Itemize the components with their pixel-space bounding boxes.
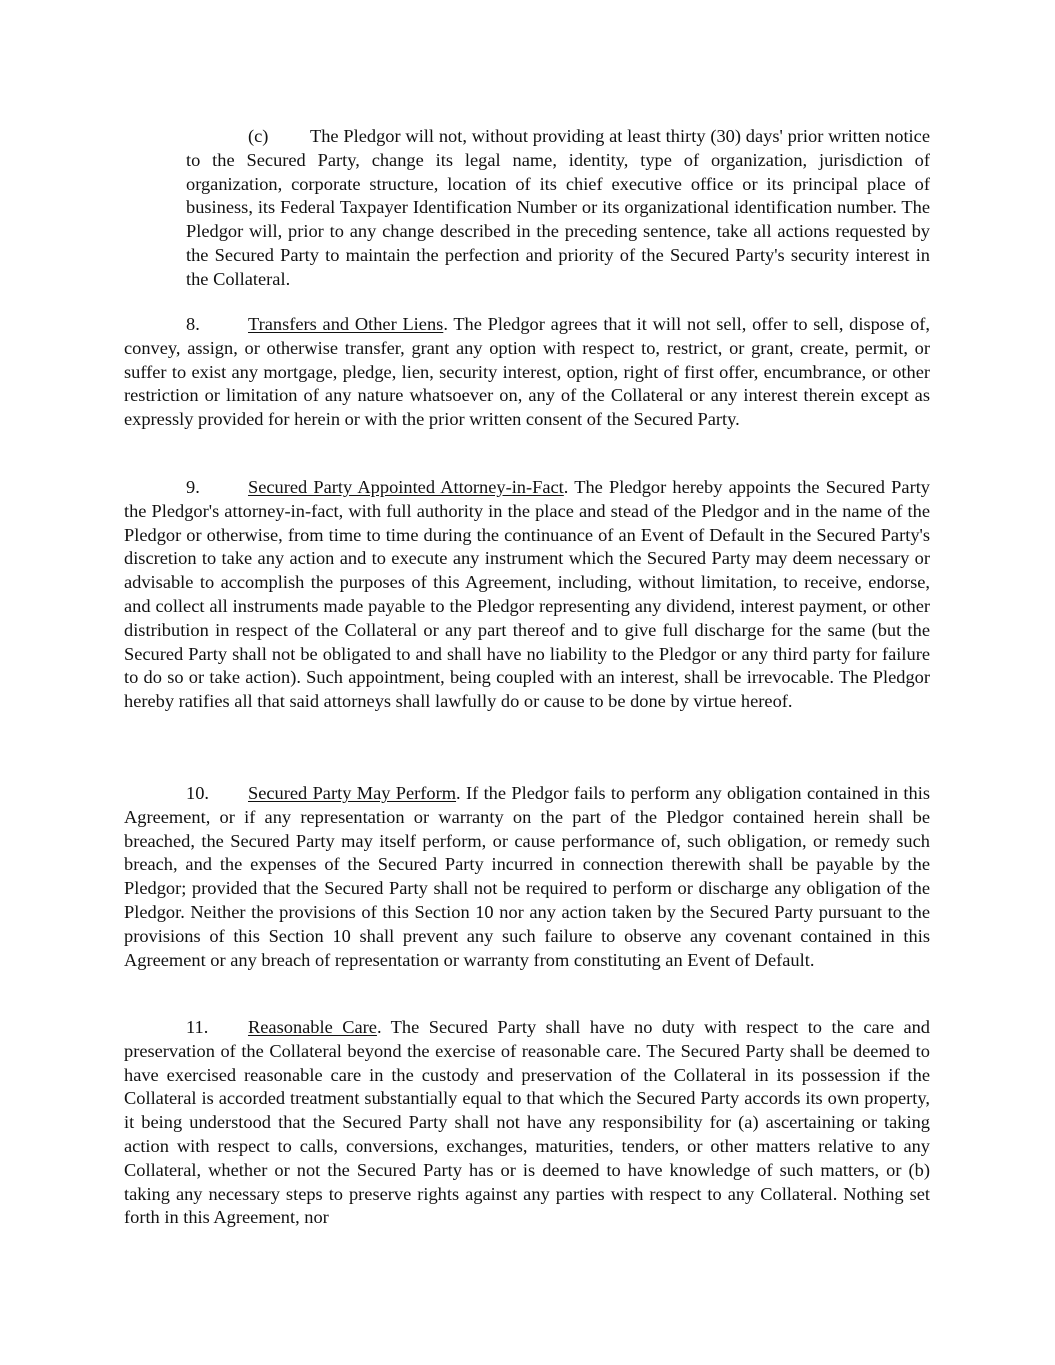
section-8-paragraph (124, 313, 930, 432)
section-9-number: 9. (186, 477, 200, 497)
section-8-heading: Transfers and Other Liens (248, 314, 444, 334)
section-9-text: . The Pledgor hereby appoints the Secured Party the Pledgor's attorney-in-fact, with full authority in the place and stead of the Pledgor and in the name of the Pledgor or otherwise, from time to time during the continuance of an Event of Default in the Secured Party's discretion to take any action and to execute any instrument which the Secured Party may deem necessary or advisable to accomplish the purposes of this Agreement, including, without limitation, to receive, endorse, and collect all instruments made payable to the Pledgor representing any dividend, interest payment, or other distribution in respect of the Collateral or any part thereof and to give full discharge for the same (but the Secured Party shall not be obligated to and shall have no liability to the Pledgor or any third party for failure to do so or take action). Such appointment, being coupled with an interest, shall be irrevocable. The Pledgor hereby ratifies all that said attorneys shall lawfully do or cause to be done by virtue hereof. (124, 477, 931, 712)
section-10-paragraph (124, 782, 930, 972)
section-10-number: 10. (186, 783, 209, 803)
section-11-paragraph (124, 1016, 930, 1230)
section-11-heading: Reasonable Care (248, 1017, 377, 1037)
section-8-text: . The Pledgor agrees that it will not sell, offer to sell, dispose of, convey, assign, or otherwise transfer, grant any option with respect to, restrict, or grant, create, permit, or suffer to exist any mortgage, pledge, lien, security interest, option, right of first offer, encumbrance, or other restriction or limitation of any nature whatsoever on, any of the Collateral or any interest therein except as expressly provided for herein or with the prior written consent of the Secured Party. (124, 314, 930, 430)
section-10-heading: Secured Party May Perform (248, 783, 457, 803)
section-11-number: 11. (186, 1017, 209, 1037)
subsection-c-paragraph (186, 125, 930, 292)
section-8-number: 8. (186, 314, 200, 334)
section-9-heading: Secured Party Appointed Attorney-in-Fact (248, 477, 564, 497)
section-10-text: . If the Pledgor fails to perform any obligation contained in this Agreement, or if any representation or warranty on the part of the Pledgor contained herein shall be breached, the Secured Party may itself perform, or cause performance of, such obligation, or remedy such breach, and the expenses of the Secured Party incurred in connection therewith shall be payable by the Pledgor; provided that the Secured Party shall not be required to perform or discharge any obligation of the Pledgor. Neither the provisions of this Section 10 nor any action taken by the Secured Party pursuant to the provisions of this Section 10 shall prevent any such failure to observe any covenant contained in this Agreement or any breach of representation or warranty from constituting an Event of Default. (124, 783, 930, 970)
subsection-c-marker: (c) (248, 126, 269, 146)
section-11-text: . The Secured Party shall have no duty with respect to the care and preservation of the Collateral beyond the exercise of reasonable care. The Secured Party shall be deemed to have exercised reasonable care in the custody and preservation of the Collateral in its possession if the Collateral is accorded treatment substantially equal to that which the Secured Party accords its own property, it being understood that the Secured Party shall not have any responsibility for (a) ascertaining or taking action with respect to calls, conversions, exchanges, maturities, tenders, or other matters relative to any Collateral, whether or not the Secured Party has or is deemed to have knowledge of such matters, or (b) taking any necessary steps to preserve rights against any parties with respect to any Collateral. Nothing set forth in this Agreement, nor (124, 1017, 931, 1228)
section-9-paragraph (124, 476, 930, 714)
subsection-c-text: The Pledgor will not, without providing at least thirty (30) days' prior written notice to the Secured Party, change its legal name, identity, type of organization, jurisdiction of organization, corporate structure, location of its chief executive office or its principal place of business, its Federal Taxpayer Identification Number or its organizational identification number. The Pledgor will, prior to any change described in the preceding sentence, take all actions requested by the Secured Party to maintain the perfection and priority of the Secured Party's security interest in the Collateral. (186, 126, 930, 289)
